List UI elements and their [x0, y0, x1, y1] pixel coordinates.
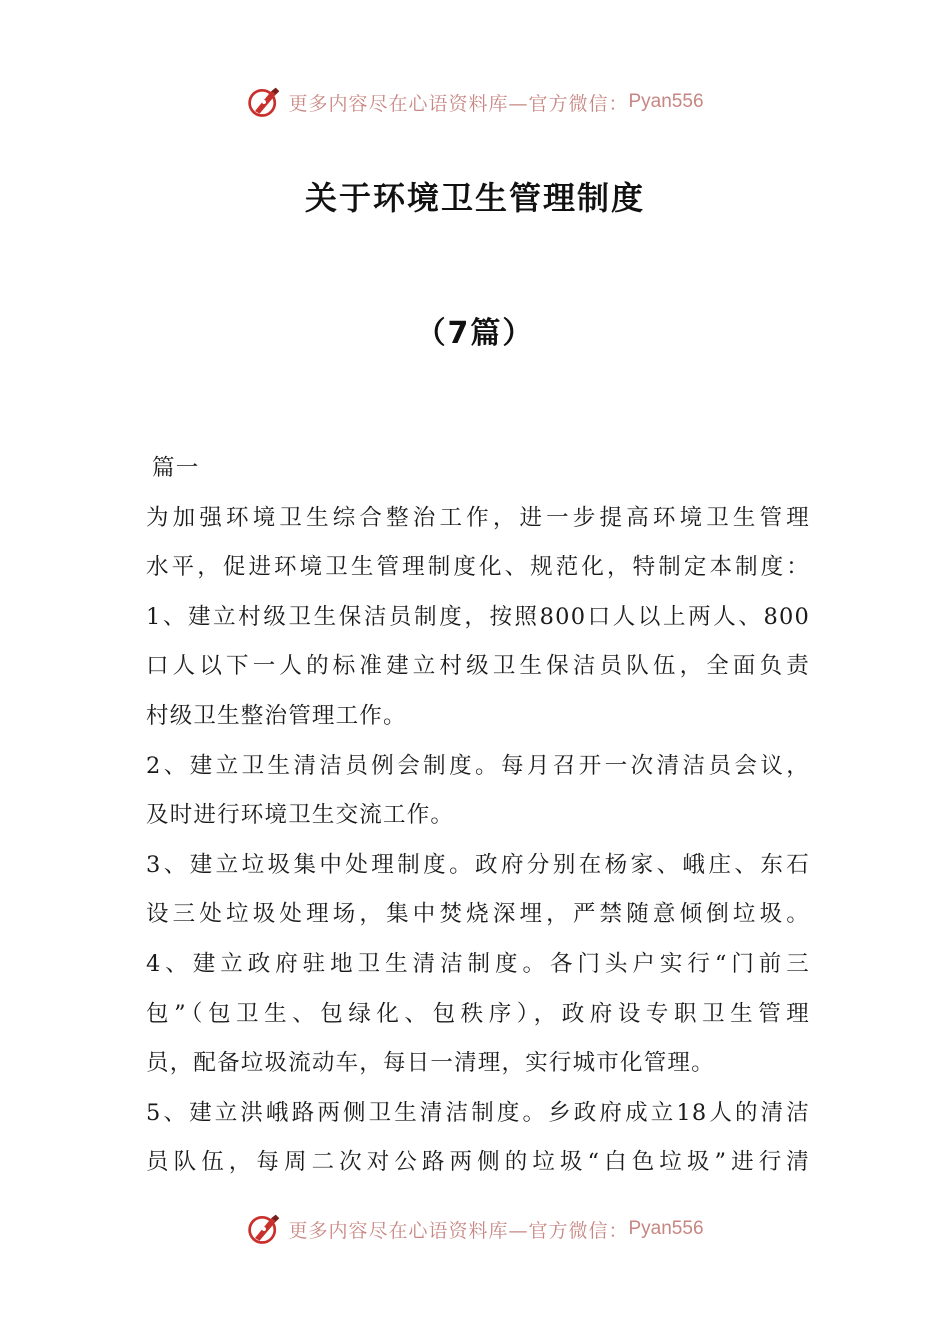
document-subtitle: （7篇） [415, 316, 535, 351]
section-heading: 篇一 [152, 455, 200, 481]
body-line: 为加强环境卫生综合整治工作，进一步提高环境卫生管理 [146, 504, 810, 531]
header-watermark [0, 82, 950, 122]
watermark-wechat-id: Pyan556 [628, 1218, 704, 1239]
body-line: 员队伍，每周二次对公路两侧的垃圾“白色垃圾”进行清 [146, 1149, 810, 1176]
body-line: 员，配备垃圾流动车，每日一清理，实行城市化管理。 [146, 1050, 715, 1077]
footer-watermark [0, 1209, 950, 1249]
body-line: 4、建立政府驻地卫生清洁制度。各门头户实行“门前三 [146, 950, 810, 977]
pen-nib-logo-icon [246, 84, 282, 120]
watermark-text: 更多内容尽在心语资料库—官方微信： [288, 1219, 629, 1242]
watermark-text: 更多内容尽在心语资料库—官方微信： [288, 92, 629, 115]
document-body [146, 444, 810, 1188]
body-line: 村级卫生整治管理工作。 [146, 702, 407, 729]
body-line: 3、建立垃圾集中处理制度。政府分别在杨家、峨庄、东石 [146, 851, 810, 878]
body-line: 5、建立洪峨路两侧卫生清洁制度。乡政府成立18人的清洁 [146, 1099, 810, 1126]
body-line: 1、建立村级卫生保洁员制度，按照800口人以上两人、800 [146, 603, 810, 630]
body-line: 包”（包卫生、包绿化、包秩序），政府设专职卫生管理 [146, 1000, 810, 1027]
body-line: 2、建立卫生清洁员例会制度。每月召开一次清洁员会议， [146, 752, 810, 779]
body-line: 口人以下一人的标准建立村级卫生保洁员队伍，全面负责 [146, 653, 810, 680]
body-line: 设三处垃圾处理场，集中焚烧深埋，严禁随意倾倒垃圾。 [146, 901, 810, 928]
body-line: 水平，促进环境卫生管理制度化、规范化，特制定本制度： [146, 554, 810, 581]
body-line: 及时进行环境卫生交流工作。 [146, 802, 455, 829]
document-title: 关于环境卫生管理制度 [304, 179, 645, 217]
pen-nib-logo-icon [246, 1211, 282, 1247]
watermark-wechat-id: Pyan556 [628, 91, 704, 112]
